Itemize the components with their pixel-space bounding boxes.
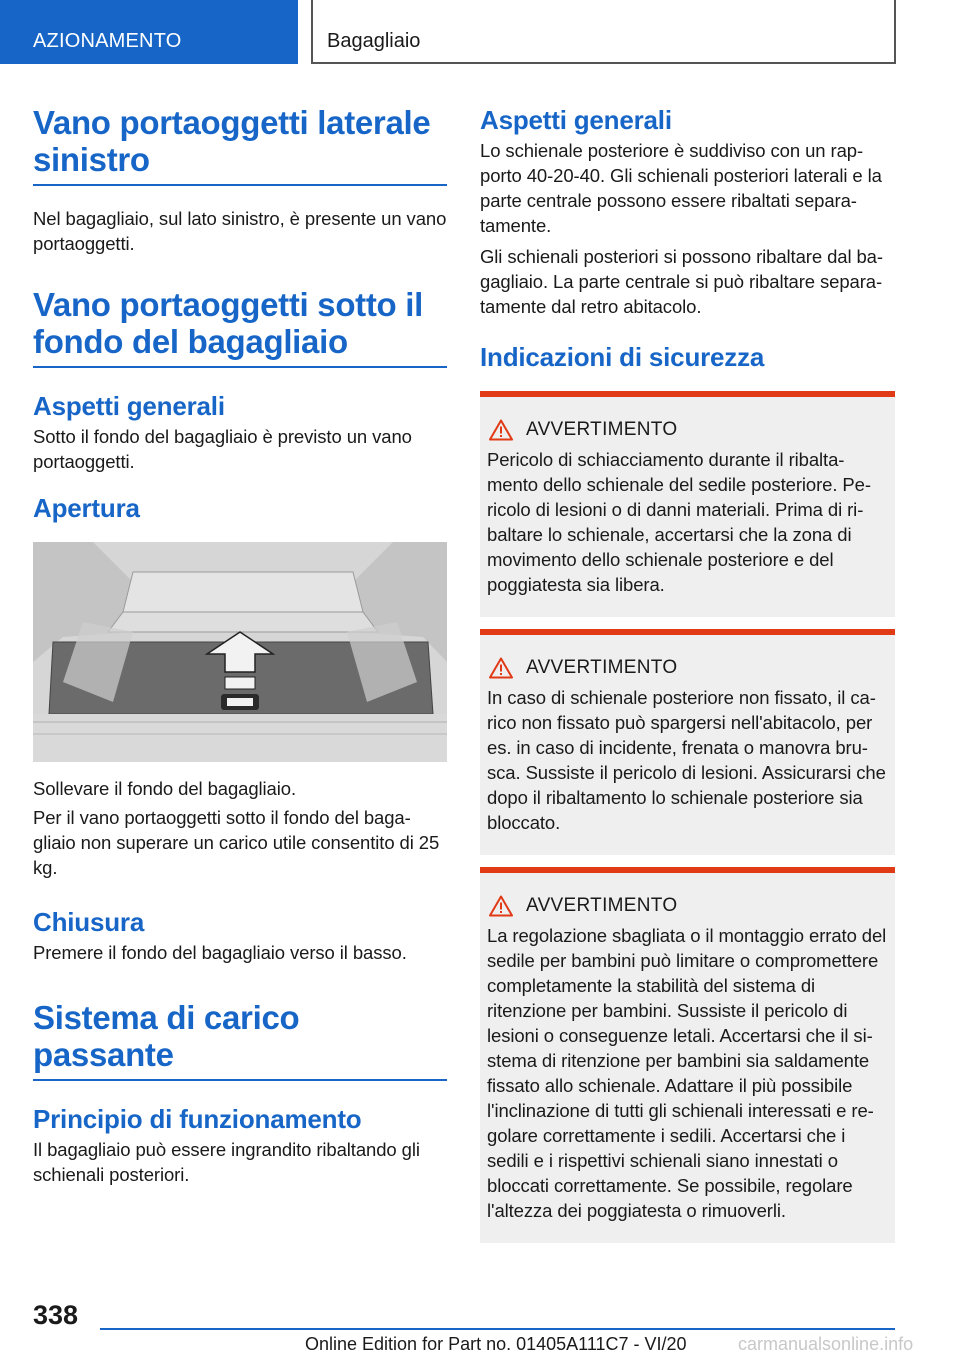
heading-side-compartment: Vano portaoggetti laterale sinistro: [33, 104, 447, 186]
warning-triangle-icon: [489, 895, 513, 917]
warning-title-row: [487, 657, 887, 679]
left-column: [33, 104, 447, 1187]
watermark: carmanualsonline.info: [738, 1334, 914, 1354]
page-number: 338: [33, 1300, 79, 1330]
text-load-limit: Per il vano portaoggetti sotto il fondo del bagagliaio non superare un carico utile consentito di 25 kg.: [33, 807, 440, 878]
heading-under-floor: Vano portaoggetti sotto il fondo del bagagliaio: [33, 286, 447, 368]
warning-text: In caso di schienale posteriore non fissato, il carico non fissato può spargersi nell'abitacolo, per es. in caso di incidente, frenata o manovra brusca. Sussiste il pericolo di lesioni. Assicurarsi che dopo il ribaltamento lo schienale posteriore sia bloccato.: [487, 687, 886, 833]
text-lift-floor: Sollevare il fondo del bagagliaio.: [33, 778, 296, 799]
text-general-right-1: Lo schienale posteriore è suddiviso con un rapporto 40-20-40. Gli schienali posteriori laterali e la parte centrale possono essere ribaltati separatamente.: [480, 140, 882, 236]
text-principle: Il bagagliaio può essere ingrandito ribaltando gli schienali posteriori.: [33, 1139, 420, 1185]
warning-text: Pericolo di schiacciamento durante il ribaltamento dello schienale del sedile posteriore. Pericolo di lesioni o di danni materiali. Prima di ribaltare lo schienale, accertarsi che la zona di movimento dello schienale posteriore e del poggiatesta sia libera.: [487, 449, 872, 595]
right-column: [480, 104, 895, 1243]
heading-general: Aspetti generali: [33, 391, 225, 421]
section-tab: AZIONAMENTO: [0, 0, 298, 64]
trunk-floor-illustration: [33, 542, 447, 762]
text-side-compartment: Nel bagagliaio, sul lato sinistro, è presente un vano portaoggetti.: [33, 208, 447, 254]
warning-text: La regolazione sbagliata o il montaggio errato del sedile per bambini può limitare o compromettere completamente la stabilità del sistema di ritenzione per bambini. Sussiste il pericolo di lesioni o conseguenze letali. Accertarsi che il sistema di ritenzione per bambini sia saldamente fissato allo schienale. Adattare il più possibile l'inclinazione di tutti gli schienali interessati e regolare correttamente i sedili. Accertarsi che i sedili e i rispettivi schienali siano innestati o bloccati correttamente. Se possibile, regolare l'altezza dei poggiatesta o rimuoverli.: [487, 925, 887, 1221]
heading-through-loading: Sistema di carico passante: [33, 999, 447, 1081]
warning-title: AVVERTIMENTO: [526, 657, 678, 678]
warning-box: [480, 629, 895, 855]
heading-opening: Apertura: [33, 493, 140, 523]
page-header: [0, 0, 960, 66]
edition-note: Online Edition for Part no. 01405A111C7 - VI/20: [305, 1334, 687, 1354]
trunk-floor-drawing: [33, 542, 447, 762]
warning-title-row: [487, 419, 887, 441]
warning-triangle-icon: [489, 657, 513, 679]
heading-closing: Chiusura: [33, 907, 145, 937]
text-general-right-2: Gli schienali posteriori si possono ribaltare dal bagagliaio. La parte centrale si può ribaltare separatamente dal retro abitacolo.: [480, 246, 884, 317]
heading-principle: Principio di funzionamento: [33, 1104, 362, 1134]
warning-box: [480, 391, 895, 617]
chapter-title: Bagagliaio: [311, 0, 896, 64]
warning-title-row: [487, 895, 887, 917]
text-closing: Premere il fondo del bagagliaio verso il basso.: [33, 942, 407, 963]
warning-title: AVVERTIMENTO: [526, 895, 678, 916]
footer-divider: [100, 1328, 895, 1330]
heading-general-right: Aspetti generali: [480, 105, 672, 135]
heading-safety: Indicazioni di sicurezza: [480, 342, 765, 372]
warning-box: [480, 867, 895, 1243]
text-general: Sotto il fondo del bagagliaio è previsto un vano portaoggetti.: [33, 426, 412, 472]
warning-triangle-icon: [489, 419, 513, 441]
warning-title: AVVERTIMENTO: [526, 419, 678, 440]
